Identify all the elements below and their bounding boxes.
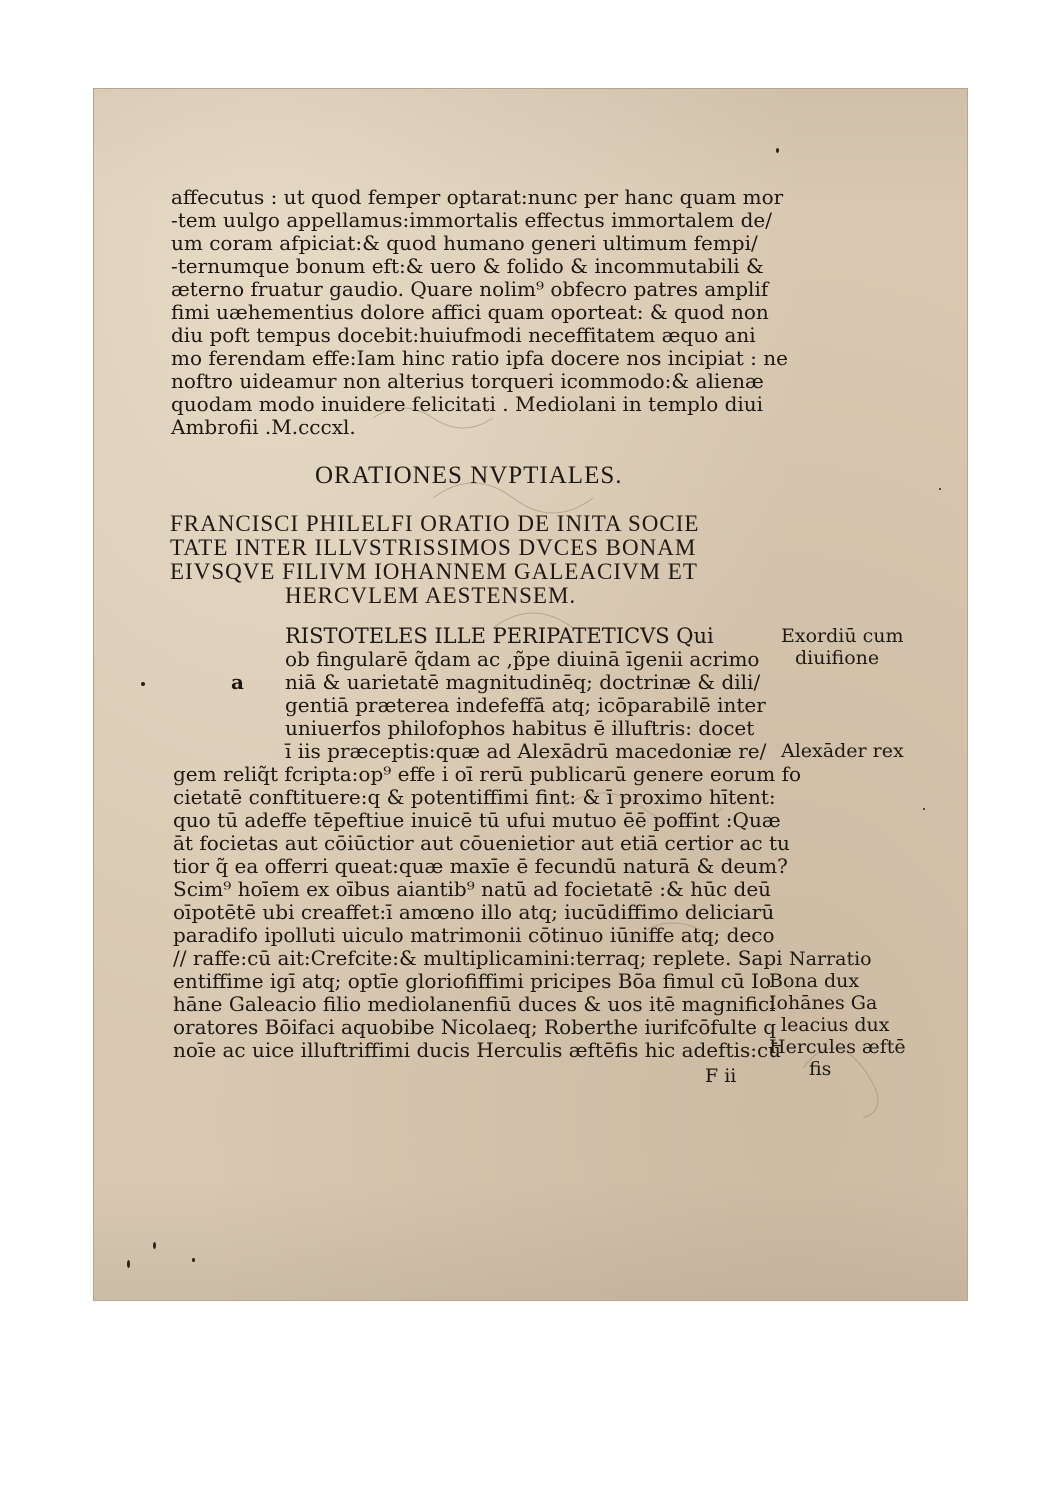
- book-page: [93, 88, 968, 1301]
- oration-title-line: HERCVLEM AESTENSEM.: [285, 583, 577, 608]
- text-line: noīe ac uice illuftriffimi ducis Herculis æftēfis hic adeftis:cū: [173, 1038, 782, 1062]
- text-line: quo tū adeffe tēpeftiue inuicē tū ufui mutuo ēē poffint :Quæ: [173, 808, 781, 832]
- ink-speck: [776, 148, 779, 153]
- text-line: gentiā præterea indefeffā atq; icōparabilē inter: [285, 693, 766, 717]
- text-line: noftro uideamur non alterius torqueri icommodo:& alienæ: [171, 369, 764, 393]
- text-line: -ternumque bonum eft:& uero & folido & incommutabili &: [171, 254, 764, 278]
- text-line: oratores Bōifaci aquobibe Nicolaeq; Roberthe iurifcōfulte q: [173, 1015, 777, 1039]
- margin-note-line: Hercules æftē: [769, 1036, 906, 1058]
- oration-title-line: EIVSQVE FILIVM IOHANNEM GALEACIVM ET: [170, 559, 698, 584]
- text-line: gem reliq̃t fcripta:op⁹ effe i oī rerū publicarū genere eorum fo: [173, 762, 802, 786]
- margin-note-line: Iohānes Ga: [769, 992, 878, 1014]
- margin-note-exordium: [781, 625, 904, 669]
- ink-speck: [141, 682, 145, 686]
- margin-note-line: Alexāder rex: [781, 740, 904, 762]
- ink-speck: [127, 1260, 130, 1268]
- ink-speck: [153, 1242, 156, 1249]
- text-line: uniuerfos philofophos habitus ē illuftris: docet: [285, 716, 755, 740]
- text-line: hāne Galeacio filio mediolanenfiū duces & uos itē magnifici: [173, 992, 776, 1016]
- ink-speck: [192, 1258, 195, 1262]
- text-line: diu poft tempus docebit:huiufmodi neceffitatem æquo ani: [171, 323, 756, 347]
- margin-note-alexander: [781, 740, 904, 762]
- text-line: cietatē conftituere:q & potentiffimi fint: & ī proximo hītent:: [173, 785, 776, 809]
- text-line: Scim⁹ hoīem ex oībus aiantib⁹ natū ad focietatē :& hūc deū: [173, 877, 772, 901]
- margin-note-narratio: [769, 948, 906, 1080]
- text-line: quodam modo inuidere felicitati . Mediolani in templo diui: [171, 392, 764, 416]
- text-line: entiffime igī atq; optīe gloriofiffimi pricipes Bōa fimul cū Io: [173, 969, 772, 993]
- text-line: fimi uæhementius dolore affici quam oporteat: & quod non: [171, 300, 769, 324]
- section-heading: ORATIONES NVPTIALES.: [315, 462, 623, 489]
- margin-note-line: Bona dux: [769, 970, 860, 992]
- margin-note-line: diuifione: [795, 647, 880, 669]
- text-line: mo ferendam effe:Iam hinc ratio ipfa docere nos incipiat : ne: [171, 346, 788, 370]
- text-line: āt focietas aut cōiūctior aut cōuenietior aut etiā certior ac tu: [173, 831, 790, 855]
- text-line: -tem uulgo appellamus:immortalis effectus immortalem de/: [171, 208, 772, 232]
- text-line: æterno fruatur gaudio. Quare nolim⁹ obfecro patres amplif: [171, 277, 769, 301]
- text-line: tior q̃ ea offerri queat:quæ maxīe ē fecundū naturā & deum?: [173, 854, 788, 878]
- text-line: affecutus : ut quod femper optarat:nunc per hanc quam mor: [171, 185, 784, 209]
- oration-title-line: TATE INTER ILLVSTRISSIMOS DVCES BONAM: [170, 535, 697, 560]
- text-line: oīpotētē ubi creaffet:ī amœno illo atq; iucūdiffimo deliciarū: [173, 900, 775, 924]
- oration-title-line: FRANCISCI PHILELFI ORATIO DE INITA SOCIE: [170, 511, 700, 536]
- text-line: RISTOTELES ILLE PERIPATETICVS Qui: [285, 624, 714, 648]
- text-line: ob fingularē q̃dam ac ,p̃pe diuinā īgenii acrimo: [285, 647, 760, 671]
- signature-mark: F ii: [705, 1065, 737, 1087]
- ink-speck: [939, 488, 941, 490]
- margin-note-line: Narratio: [789, 948, 872, 970]
- text-line: // raffe:cū ait:Crefcite:& multiplicamini:terraq; replete. Sapi: [173, 946, 783, 970]
- ink-speck: [923, 808, 925, 810]
- text-line: niā & uarietatē magnitudinēq; doctrinæ & dili/: [285, 670, 761, 694]
- text-line: ī iis præceptis:quæ ad Alexādrū macedoniæ re/: [285, 739, 767, 763]
- margin-note-line: fis: [809, 1058, 832, 1080]
- text-line: um coram afpiciat:& quod humano generi ultimum fempi/: [171, 231, 758, 255]
- text-line: paradifo ipolluti uiculo matrimonii cōtinuo iūniffe atq; deco: [173, 923, 775, 947]
- text-line: Ambrofii .M.cccxl.: [171, 415, 356, 439]
- margin-note-line: Exordiū cum: [781, 625, 904, 647]
- initial-guide-letter: a: [231, 670, 244, 694]
- margin-note-line: leacius dux: [781, 1014, 890, 1036]
